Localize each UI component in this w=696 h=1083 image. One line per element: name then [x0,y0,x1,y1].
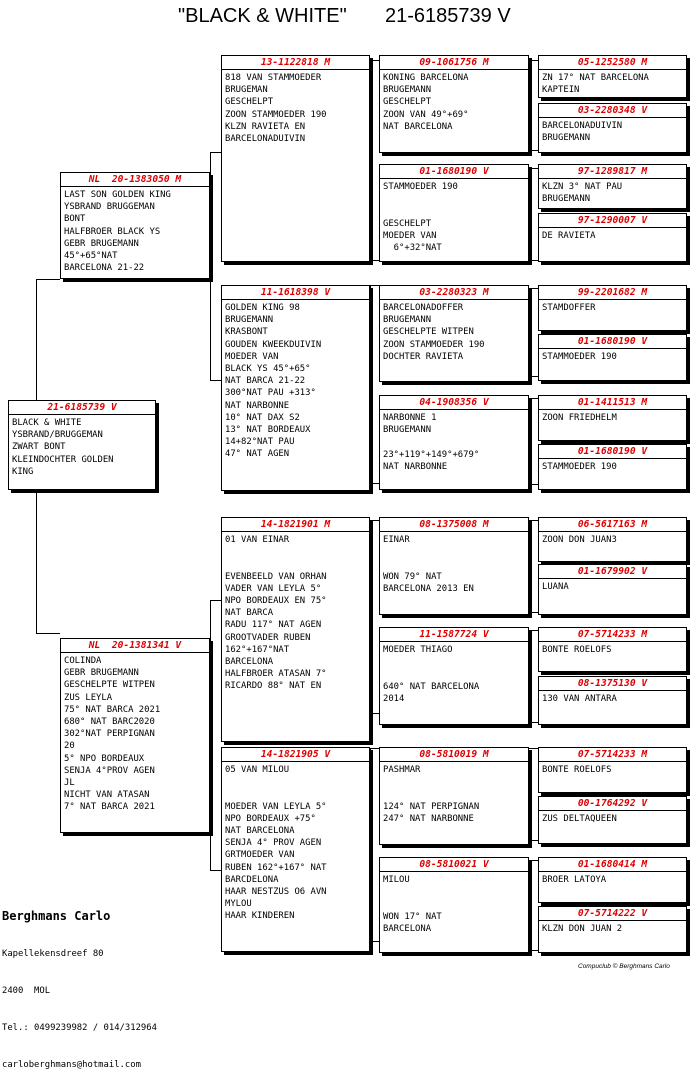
detail-line [383,886,526,898]
detail-line: KRASBONT [225,327,268,338]
owner-phone: Tel.: 0499239982 / 014/312964 [2,1022,157,1033]
owner-info [2,883,157,1083]
pigeon-card[interactable] [538,564,687,615]
connector [529,260,538,261]
owner-email: carloberghmans@hotmail.com [2,1059,141,1070]
detail-line: BARCELONA 21-22 [64,263,145,274]
connector [529,520,538,521]
detail-line: PASHMAR [383,765,421,775]
pigeon-card[interactable] [538,676,687,725]
ring-number-title: 21-6185739 V [385,5,511,27]
pigeon-card[interactable] [379,285,529,382]
pigeon-details [380,532,528,595]
connector [370,713,379,714]
connector [210,280,211,380]
pigeon-card[interactable] [379,164,529,262]
ring-number: 97-1290007 V [539,214,686,228]
detail-line: HAAR NESTZUS O6 AVN [225,887,327,898]
ring-number: 13-1122818 M [222,56,369,70]
detail-line: GEBR BRUGEMANN [64,668,139,679]
detail-line: GEBR BRUGEMANN [64,238,139,249]
detail-line: 45°+65°NAT [64,251,118,262]
connector [529,630,538,631]
connector [36,279,37,400]
pigeon-details [61,187,209,274]
detail-line: ZUS DELTAQUEEN [542,814,617,824]
ring-number: 00-1764292 V [539,797,686,811]
detail-line: 680° NAT BARC2020 [64,717,155,728]
detail-line: MOEDER VAN LEYLA 5° [225,801,327,812]
pigeon-details [539,459,686,473]
detail-line: NICHT VAN ATASAN [64,790,150,801]
detail-line: GROOTVADER RUBEN [225,632,311,643]
detail-line: KLEINDOCHTER GOLDEN [12,454,114,465]
connector [210,600,211,730]
ring-number: 01-1411513 M [539,396,686,410]
ring-number: 99-2201682 M [539,286,686,300]
connector [370,60,379,61]
detail-line: BRUGEMANN [383,85,432,96]
detail-line: KLZN 3° NAT PAU [542,182,623,192]
pigeon-card[interactable] [221,747,370,952]
ring-number: 08-5810019 M [380,748,528,762]
detail-line: HAAR KINDEREN [225,911,295,922]
detail-line: 47° NAT AGEN [225,449,290,460]
ring-number: 09-1061756 M [380,56,528,70]
detail-line [383,558,526,570]
ring-number: 03-2280348 V [539,104,686,118]
detail-line: GESCHELPTE WITPEN [64,680,155,691]
detail-line: BARCELONADOFFER [383,303,464,313]
detail-line: 247° NAT NARBONNE [383,813,474,824]
pigeon-card[interactable] [538,796,687,844]
detail-line: JL [64,778,75,789]
detail-line: HALFBROER BLACK YS [64,226,161,237]
pigeon-details [380,300,528,363]
detail-line: BARCELONA [383,923,432,934]
detail-line [225,558,367,570]
pigeon-card[interactable] [538,747,687,793]
detail-line: 7° NAT BARCA 2021 [64,802,155,813]
detail-line: GESCHELPTE WITPEN [383,327,474,338]
connector [529,168,538,169]
detail-line: BONT [64,214,86,225]
pigeon-details [539,921,686,935]
pigeon-details [539,228,686,242]
detail-line: NARBONNE 1 [383,413,437,423]
detail-line: GESCHELPT [383,97,432,108]
detail-line: ZOON STAMMOEDER 190 [225,109,327,120]
detail-line: DE RAVIETA [542,231,596,241]
detail-line [383,668,526,680]
pigeon-details [539,179,686,205]
ring-number: 01-1680414 M [539,858,686,872]
ring-number: 01-1680190 V [539,335,686,349]
ring-number: 08-5810021 V [380,858,528,872]
detail-line: NAT BARCELONA [225,826,295,837]
pigeon-details [539,762,686,776]
connector [210,870,221,871]
detail-line: 2014 [383,693,405,704]
detail-line: 13° NAT BORDEAUX [225,425,311,436]
connector [529,612,538,613]
connector [370,520,379,521]
ring-number: 01-1680190 V [539,445,686,459]
pigeon-details [539,872,686,886]
pigeon-card[interactable] [538,103,687,153]
detail-line [383,788,526,800]
connector [370,748,371,941]
pigeon-details [539,300,686,314]
pigeon-details [222,532,369,693]
detail-line: ZN 17° NAT BARCELONA [542,73,649,83]
pigeon-card[interactable] [379,857,529,953]
ring-number: 03-2280323 M [380,286,528,300]
detail-line: YSBRAND BRUGGEMAN [64,202,155,213]
pigeon-card[interactable] [221,517,370,742]
software-credit: Compuclub © Berghmans Carlo [578,963,670,970]
connector [36,490,37,633]
pigeon-details [380,872,528,935]
pigeon-details [539,70,686,96]
ring-number: 11-1587724 V [380,628,528,642]
detail-line: 10° NAT DAX S2 [225,412,300,423]
owner-city: 2400 MOL [2,986,51,997]
detail-line: STAMMOEDER 190 [542,462,617,472]
connector [529,748,538,749]
pigeon-details [539,811,686,825]
pigeon-details [380,762,528,825]
pigeon-details [380,410,528,473]
detail-line: COLINDA [64,656,102,666]
detail-line: LAST SON GOLDEN KING [64,190,171,200]
owner-name: Berghmans Carlo [2,908,111,923]
pigeon-card[interactable] [379,747,529,845]
detail-line: KLZN RAVIETA EN [225,121,306,132]
connector [210,730,211,870]
pigeon-details [222,300,369,461]
detail-line: 5° NPO BORDEAUX [64,753,145,764]
connector [210,152,211,280]
ring-number: 07-5714222 V [539,907,686,921]
detail-line [383,436,526,448]
ring-number: 97-1289817 M [539,165,686,179]
ring-number: 01-1680190 V [380,165,528,179]
ring-number: NL 20-1381341 V [61,639,209,653]
detail-line: MILOU [383,875,410,885]
ring-number: 08-1375130 V [539,677,686,691]
connector [210,380,221,381]
connector [370,941,379,942]
detail-line [383,205,526,217]
pigeon-card[interactable] [538,55,687,98]
detail-line: MOEDER VAN [383,230,437,241]
detail-line [225,788,367,800]
detail-line: NPO BORDEAUX +75° [225,813,316,824]
pigeon-details [222,70,369,145]
detail-line: SENJA 4°PROV AGEN [64,765,155,776]
pigeon-card[interactable] [379,517,529,615]
ring-number: 08-1375008 M [380,518,528,532]
ring-number: 05-1252580 M [539,56,686,70]
connector [529,860,538,861]
detail-line: RADU 117° NAT AGEN [225,620,322,631]
connector [529,950,538,951]
connector [370,60,371,260]
pigeon-card[interactable] [538,395,687,441]
ring-number: 07-5714233 M [539,628,686,642]
pigeon-card[interactable] [538,285,687,331]
detail-line: KAPTEIN [542,85,580,96]
detail-line: HALFBROER ATASAN 7° [225,669,327,680]
detail-line: BROER LATOYA [542,875,607,885]
detail-line: KLZN DON JUAN 2 [542,924,623,934]
detail-line: NPO BORDEAUX EN 75° [225,596,327,607]
detail-line: BARCDELONA [225,874,279,885]
detail-line: LUANA [542,582,569,592]
detail-line: MOEDER VAN [225,351,279,362]
detail-line: BARCELONADUIVIN [225,134,306,145]
detail-line: BRUGEMANN [542,194,591,205]
detail-line: BRUGEMAN [225,85,268,96]
detail-line: BONTE ROELOFS [542,765,612,775]
pigeon-details [61,653,209,814]
detail-line: GOUDEN KWEEKDUIVIN [225,339,322,350]
ring-number: 11-1618398 V [222,286,369,300]
detail-line: YSBRAND/BRUGGEMAN [12,430,103,441]
detail-line: EINAR [383,535,410,545]
pigeon-details [380,70,528,133]
detail-line: BARCELONA [225,657,274,668]
connector [370,520,371,713]
detail-line: GESCHELPT [383,218,432,229]
detail-line: NAT NARBONNE [225,400,290,411]
detail-line [383,898,526,910]
detail-line: NAT NARBONNE [383,461,448,472]
connector [370,285,371,483]
detail-line: KING [12,466,34,477]
pigeon-details [222,762,369,923]
connector [529,150,538,151]
connector [36,633,60,634]
detail-line: ZOON STAMMOEDER 190 [383,339,485,350]
detail-line: 818 VAN STAMMOEDER [225,73,322,83]
detail-line: BLACK & WHITE [12,418,82,428]
detail-line: RICARDO 88° NAT EN [225,681,322,692]
detail-line [383,776,526,788]
detail-line [225,546,367,558]
detail-line: BRUGEMANN [383,425,432,436]
detail-line: 162°+167°NAT [225,644,290,655]
pigeon-card[interactable] [538,444,687,490]
connector [529,376,538,377]
detail-line: BLACK YS 45°+65° [225,364,311,375]
pigeon-details [539,532,686,546]
ring-number: 21-6185739 V [9,401,155,415]
pigeon-card[interactable] [538,164,687,209]
pigeon-card[interactable] [379,395,529,490]
detail-line: NAT BARCA 21-22 [225,376,306,387]
detail-line: GRTMOEDER VAN [225,850,295,861]
connector [370,285,379,286]
pigeon-details [9,415,155,478]
detail-line: ZWART BONT [12,442,66,453]
detail-line: 6°+32°NAT [383,243,442,254]
detail-line: DOCHTER RAVIETA [383,351,464,362]
detail-line: 05 VAN MILOU [225,765,290,775]
pigeon-card[interactable] [538,517,687,562]
detail-line: STAMDOFFER [542,303,596,313]
detail-line: GESCHELPT [225,97,274,108]
detail-line: EVENBEELD VAN ORHAN [225,571,327,582]
connector [210,152,221,153]
detail-line: ZOON DON JUAN3 [542,535,617,545]
connector [529,484,538,485]
pigeon-card[interactable] [8,400,156,490]
pigeon-card[interactable] [379,55,529,153]
detail-line: SENJA 4° PROV AGEN [225,838,322,849]
connector [529,288,538,289]
detail-line: GOLDEN KING 98 [225,303,300,313]
detail-line: STAMMOEDER 190 [383,182,458,192]
owner-street: Kapellekensdreef 80 [2,949,104,960]
detail-line: 14+82°NAT PAU [225,437,295,448]
pigeon-details [380,179,528,254]
ring-number: 01-1679902 V [539,565,686,579]
pigeon-details [539,579,686,593]
detail-line [383,546,526,558]
detail-line: KONING BARCELONA [383,73,469,83]
ring-number: 06-5617163 M [539,518,686,532]
detail-line: ZOON VAN 49°+69° [383,109,469,120]
pigeon-details [539,691,686,705]
detail-line: BONTE ROELOFS [542,645,612,655]
pigeon-card[interactable] [60,172,210,279]
pigeon-card[interactable] [538,857,687,903]
detail-line: BARCELONA 2013 EN [383,583,474,594]
ring-number: NL 20-1383050 M [61,173,209,187]
detail-line: 130 VAN ANTARA [542,694,617,704]
detail-line: STAMMOEDER 190 [542,352,617,362]
pigeon-card[interactable] [379,627,529,725]
detail-line: NAT BARCA [225,608,274,619]
ring-number: 14-1821901 M [222,518,369,532]
pigeon-details [539,349,686,363]
pigeon-card[interactable] [538,906,687,953]
detail-line: 20 [64,741,75,752]
connector [529,840,538,841]
detail-line: RUBEN 162°+167° NAT [225,862,327,873]
detail-line: 300°NAT PAU +313° [225,388,316,399]
connector [210,600,221,601]
detail-line: 23°+119°+149°+679° [383,449,480,460]
ring-number: 04-1908356 V [380,396,528,410]
detail-line: BRUGEMANN [225,315,274,326]
detail-line: 75° NAT BARCA 2021 [64,704,161,715]
connector [370,483,379,484]
detail-line [383,656,526,668]
connector [529,398,538,399]
pigeon-card[interactable] [538,334,687,381]
detail-line: 302°NAT PERPIGNAN [64,729,155,740]
connector [529,60,538,61]
detail-line: WON 17° NAT [383,911,442,922]
pigeon-details [539,410,686,424]
detail-line: BRUGEMANN [542,133,591,144]
pigeon-card[interactable] [221,285,370,491]
pigeon-name-title: "BLACK & WHITE" [178,5,347,27]
pigeon-details [380,642,528,705]
connector [370,260,379,261]
pigeon-card[interactable] [60,638,210,833]
pigeon-details [539,118,686,144]
connector [36,279,60,280]
detail-line: WON 79° NAT [383,571,442,582]
detail-line: NAT BARCELONA [383,121,453,132]
pigeon-details [539,642,686,656]
detail-line: BARCELONADUIVIN [542,121,623,131]
ring-number: 14-1821905 V [222,748,369,762]
detail-line [383,193,526,205]
connector [370,748,379,749]
detail-line: BRUGEMANN [383,315,432,326]
detail-line: MOEDER THIAGO [383,645,453,655]
connector [529,722,538,723]
detail-line: ZUS LEYLA [64,692,113,703]
ring-number: 07-5714233 M [539,748,686,762]
detail-line: 640° NAT BARCELONA [383,681,480,692]
detail-line: MYLOU [225,899,252,910]
detail-line: ZOON FRIEDHELM [542,413,617,423]
detail-line: 124° NAT PERPIGNAN [383,801,480,812]
pigeon-card[interactable] [538,627,687,672]
detail-line: 01 VAN EINAR [225,535,290,545]
pigeon-card[interactable] [221,55,370,262]
pigeon-card[interactable] [538,213,687,262]
detail-line [225,776,367,788]
detail-line: VADER VAN LEYLA 5° [225,583,322,594]
